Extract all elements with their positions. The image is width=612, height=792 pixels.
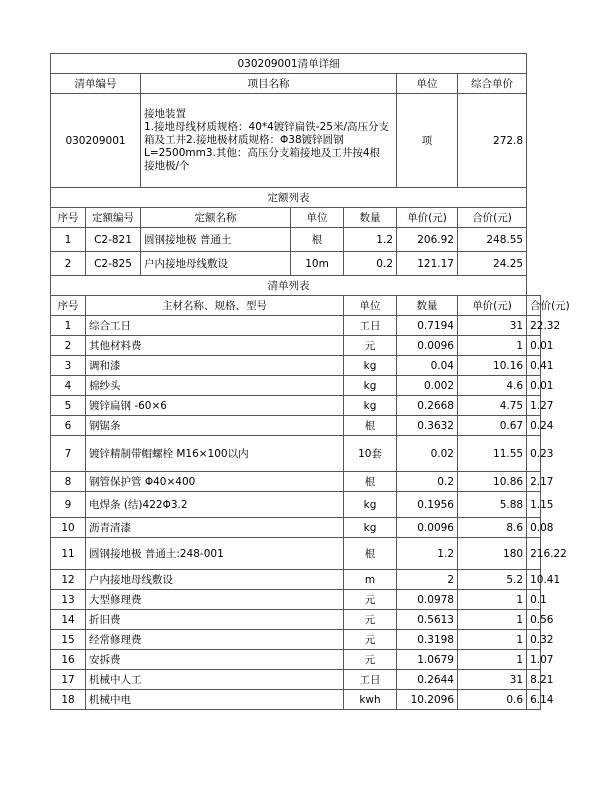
bill-detail-table [50, 53, 570, 710]
material-qty: 2 [397, 570, 458, 590]
material-unit: m [344, 570, 397, 590]
material-unit: 根 [344, 472, 397, 492]
material-unit-price: 10.86 [458, 472, 527, 492]
item-price: 272.8 [458, 94, 527, 188]
quota-cell: 1 [51, 228, 86, 252]
material-unit: 工日 [344, 316, 397, 336]
material-row [51, 670, 541, 690]
material-qty: 0.002 [397, 376, 458, 396]
quota-col-header: 定额编号 [86, 208, 141, 228]
materials-col-header: 单价(元) [458, 296, 527, 316]
quota-cell: 2 [51, 252, 86, 276]
material-unit-price: 180 [458, 538, 527, 570]
material-name: 钢锯条 [86, 416, 344, 436]
material-qty: 0.5613 [397, 610, 458, 630]
materials-header-row [51, 296, 541, 316]
quota-col-header: 序号 [51, 208, 86, 228]
material-qty: 0.2 [397, 472, 458, 492]
material-row [51, 436, 541, 472]
item-header-row [51, 74, 541, 94]
material-unit-price: 31 [458, 316, 527, 336]
material-unit: kg [344, 356, 397, 376]
material-qty: 1.2 [397, 538, 458, 570]
quota-cell: C2-825 [86, 252, 141, 276]
item-desc-line: 箱及工井2.接地极材质规格：Φ38镀锌圆钢 [144, 134, 344, 146]
material-unit-price: 0.6 [458, 690, 527, 710]
material-unit-price: 1 [458, 590, 527, 610]
material-index: 1 [51, 316, 86, 336]
material-index: 3 [51, 356, 86, 376]
material-total: 0.01 [527, 376, 541, 396]
material-total: 216.22 [527, 538, 541, 570]
quota-cell: C2-821 [86, 228, 141, 252]
material-unit: kwh [344, 690, 397, 710]
quota-header-row [51, 208, 541, 228]
material-unit: 元 [344, 590, 397, 610]
material-total: 0.1 [527, 590, 541, 610]
item-desc-line: L=2500mm3.其他：高压分支箱接地及工井按4根 [144, 147, 381, 159]
material-unit: 10套 [344, 436, 397, 472]
material-index: 13 [51, 590, 86, 610]
item-unit: 项 [397, 94, 458, 188]
material-total: 10.41 [527, 570, 541, 590]
material-row [51, 690, 541, 710]
material-row [51, 336, 541, 356]
material-qty: 10.2096 [397, 690, 458, 710]
material-qty: 0.0096 [397, 518, 458, 538]
material-unit: 元 [344, 610, 397, 630]
material-index: 9 [51, 492, 86, 518]
header-code: 清单编号 [51, 74, 141, 94]
material-total: 1.15 [527, 492, 541, 518]
material-qty: 0.0978 [397, 590, 458, 610]
material-qty: 0.0096 [397, 336, 458, 356]
material-name: 电焊条 (结)422Φ3.2 [86, 492, 344, 518]
quota-col-header: 单价(元) [397, 208, 458, 228]
material-name: 户内接地母线敷设 [86, 570, 344, 590]
item-row [51, 94, 541, 188]
material-unit-price: 31 [458, 670, 527, 690]
material-unit-price: 4.6 [458, 376, 527, 396]
material-total: 0.24 [527, 416, 541, 436]
item-desc-line: 1.接地母线材质规格：40*4镀锌扁铁-25米/高压分支 [144, 121, 389, 133]
material-qty: 0.02 [397, 436, 458, 472]
material-qty: 0.04 [397, 356, 458, 376]
material-unit-price: 1 [458, 650, 527, 670]
material-index: 2 [51, 336, 86, 356]
material-unit: 元 [344, 336, 397, 356]
quota-cell: 121.17 [397, 252, 458, 276]
quota-cell: 24.25 [458, 252, 527, 276]
material-unit-price: 1 [458, 610, 527, 630]
material-row [51, 518, 541, 538]
material-row [51, 492, 541, 518]
material-index: 15 [51, 630, 86, 650]
material-name: 调和漆 [86, 356, 344, 376]
quota-cell: 户内接地母线敷设 [141, 252, 291, 276]
material-row [51, 316, 541, 336]
material-total: 0.56 [527, 610, 541, 630]
material-name: 沥青清漆 [86, 518, 344, 538]
material-name: 经常修理费 [86, 630, 344, 650]
item-desc-line: 接地装置 [144, 108, 186, 120]
material-qty: 0.3632 [397, 416, 458, 436]
quota-col-header: 合价(元) [458, 208, 527, 228]
material-qty: 0.2644 [397, 670, 458, 690]
item-code: 030209001 [51, 94, 141, 188]
material-name: 圆钢接地极 普通土:248-001 [86, 538, 344, 570]
header-name: 项目名称 [141, 74, 397, 94]
material-unit-price: 1 [458, 630, 527, 650]
material-unit-price: 11.55 [458, 436, 527, 472]
materials-col-header: 序号 [51, 296, 86, 316]
materials-col-header: 主材名称、规格、型号 [86, 296, 344, 316]
material-total: 0.32 [527, 630, 541, 650]
material-row [51, 356, 541, 376]
quota-cell: 0.2 [344, 252, 397, 276]
material-index: 11 [51, 538, 86, 570]
materials-section-row [51, 276, 541, 296]
header-unit: 单位 [397, 74, 458, 94]
material-unit: 元 [344, 630, 397, 650]
material-name: 镀锌扁钢 -60×6 [86, 396, 344, 416]
material-index: 14 [51, 610, 86, 630]
materials-section-title: 清单列表 [51, 276, 527, 296]
material-index: 18 [51, 690, 86, 710]
material-name: 综合工日 [86, 316, 344, 336]
material-qty: 0.2668 [397, 396, 458, 416]
material-unit: kg [344, 492, 397, 518]
material-name: 安拆费 [86, 650, 344, 670]
material-row [51, 590, 541, 610]
material-name: 钢管保护管 Φ40×400 [86, 472, 344, 492]
material-row [51, 650, 541, 670]
header-price: 综合单价 [458, 74, 527, 94]
material-unit: 根 [344, 538, 397, 570]
quota-cell: 圆钢接地极 普通土 [141, 228, 291, 252]
material-row [51, 416, 541, 436]
material-index: 16 [51, 650, 86, 670]
quota-col-header: 单位 [291, 208, 344, 228]
quota-row [51, 252, 541, 276]
material-total: 0.23 [527, 436, 541, 472]
material-index: 10 [51, 518, 86, 538]
materials-col-header: 合价(元) [527, 296, 541, 316]
material-qty: 0.7194 [397, 316, 458, 336]
material-name: 机械中人工 [86, 670, 344, 690]
material-unit: 元 [344, 650, 397, 670]
material-name: 大型修理费 [86, 590, 344, 610]
material-unit: kg [344, 518, 397, 538]
quota-cell: 根 [291, 228, 344, 252]
material-qty: 0.1956 [397, 492, 458, 518]
material-unit: 工日 [344, 670, 397, 690]
material-unit-price: 4.75 [458, 396, 527, 416]
material-total: 0.41 [527, 356, 541, 376]
material-qty: 0.3198 [397, 630, 458, 650]
material-name: 机械中电 [86, 690, 344, 710]
material-qty: 1.0679 [397, 650, 458, 670]
table-title: 030209001清单详细 [51, 54, 527, 74]
quota-cell: 10m [291, 252, 344, 276]
material-total: 6.14 [527, 690, 541, 710]
material-index: 7 [51, 436, 86, 472]
material-row [51, 376, 541, 396]
material-total: 2.17 [527, 472, 541, 492]
materials-col-header: 单位 [344, 296, 397, 316]
material-index: 8 [51, 472, 86, 492]
materials-col-header: 数量 [397, 296, 458, 316]
material-row [51, 538, 541, 570]
material-total: 8.21 [527, 670, 541, 690]
material-total: 22.32 [527, 316, 541, 336]
material-name: 镀锌精制带帽螺栓 M16×100以内 [86, 436, 344, 472]
quota-cell: 248.55 [458, 228, 527, 252]
material-unit-price: 5.88 [458, 492, 527, 518]
material-row [51, 396, 541, 416]
material-row [51, 570, 541, 590]
material-unit: kg [344, 376, 397, 396]
material-unit: 根 [344, 416, 397, 436]
material-name: 棉纱头 [86, 376, 344, 396]
material-total: 0.01 [527, 336, 541, 356]
quota-cell: 1.2 [344, 228, 397, 252]
material-row [51, 472, 541, 492]
material-name: 折旧费 [86, 610, 344, 630]
material-index: 4 [51, 376, 86, 396]
material-name: 其他材料费 [86, 336, 344, 356]
material-total: 1.27 [527, 396, 541, 416]
quota-col-header: 定额名称 [141, 208, 291, 228]
item-desc-line: 接地极/个 [144, 160, 190, 172]
material-row [51, 630, 541, 650]
material-unit-price: 10.16 [458, 356, 527, 376]
quota-cell: 206.92 [397, 228, 458, 252]
material-unit-price: 0.67 [458, 416, 527, 436]
item-description [141, 94, 397, 188]
quota-col-header: 数量 [344, 208, 397, 228]
material-unit-price: 8.6 [458, 518, 527, 538]
material-index: 12 [51, 570, 86, 590]
material-unit-price: 1 [458, 336, 527, 356]
quota-row [51, 228, 541, 252]
material-total: 0.08 [527, 518, 541, 538]
material-total: 1.07 [527, 650, 541, 670]
material-unit-price: 5.2 [458, 570, 527, 590]
material-index: 17 [51, 670, 86, 690]
quota-section-title: 定额列表 [51, 188, 527, 208]
material-unit: kg [344, 396, 397, 416]
material-index: 5 [51, 396, 86, 416]
material-row [51, 610, 541, 630]
material-index: 6 [51, 416, 86, 436]
